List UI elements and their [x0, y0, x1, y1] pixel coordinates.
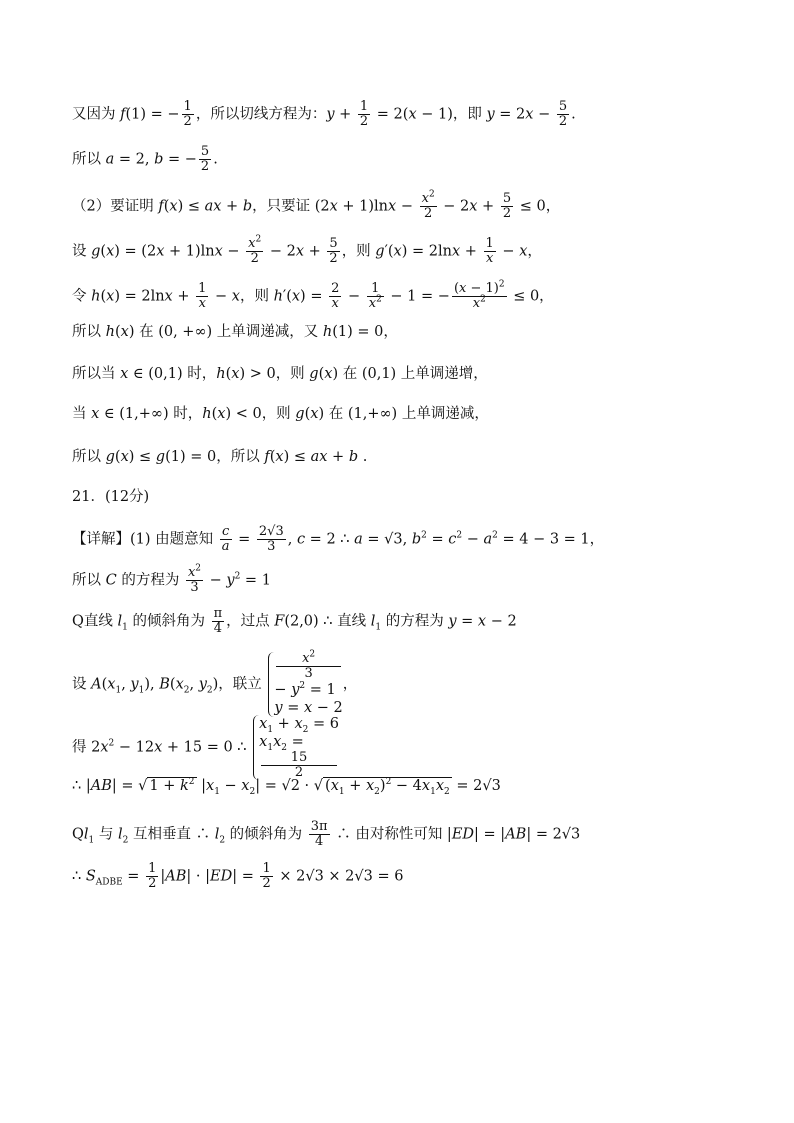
line-define-g: 设 g(x) = (2x + 1)lnx − $\frac{x^2}{2}$ − 2x + $\frac{5}{2}$ ，则 g′(x) = 2lnx + $\frac{1}{x}$ − x， — [72, 234, 542, 266]
line-system: 设 $A(x_1$, $y_1$), $B(x_2$, $y_2$)，联立 $x^2$ 3 − $y^2 = 1$ y = x − 2 ， — [72, 649, 358, 716]
line-vieta: 得 $2x^2 - 12x + 15 = 0$ ∴ $x_1 + x_2 = 6$ $x_1x_2$ = 15 2 — [72, 716, 339, 780]
problem-21-heading: 21．(12分) — [72, 489, 150, 505]
line-detail-part1: 【详解】(1) 由题意知 $\frac{c}{a}$ = $\frac{2√3}{3}$ , c = 2 ∴ a = √3, $b^2 = c^2 - a^2 = 4 - 3 = 1$， — [72, 524, 605, 554]
line-h-decreasing: 所以 h(x) 在 (0, +∞) 上单调递减，又 h(1) = 0， — [72, 324, 398, 340]
line-chord-length: ∴ |AB| = √ $1 + k^2$ $|x_1 - x_2| = √2$ · √ $(x_1 + x_2)^2 - 4x_1x_2 = 2√3$ — [72, 777, 501, 797]
line-equation-c: 所以 C 的方程为 $\frac{x^2}{3}$ − $y^2 = 1$ — [72, 563, 271, 595]
line-g-decreasing: 当 x ∈ (1,+∞) 时，h(x) < 0，则 g(x) 在 (1,+∞) 上单调递减， — [72, 406, 489, 422]
line-conclusion-1: 所以 g(x) ≤ g(1) = 0，所以 f(x) ≤ ax + b . — [72, 449, 368, 465]
line-g-increasing: 所以当 x ∈ (0,1) 时，h(x) > 0，则 g(x) 在 (0,1) 上单调递增， — [72, 366, 488, 382]
line-a-b-values: 所以 a = 2, b = − $\frac{5}{2}$ . — [72, 144, 218, 174]
line-define-h: 令 h(x) = 2lnx + $\frac{1}{x}$ − x，则 h′(x) = $\frac{2}{x}$ − $\frac{1}{x^2}$ − 1 = − $\frac{(x - 1)^2}{x^2}$ ≤ 0， — [72, 279, 554, 311]
line-area: ∴ $S_{ADBE}$ = $\frac{1}{2}$ |AB| · |ED| = $\frac{1}{2}$ × 2√3 × 2√3 = 6 — [72, 861, 404, 891]
line-perpendicular: $Ql_1$ 与 $l_2$ 互相垂直 ∴ $l_2$ 的倾斜角为 $\frac{3\pi}{4}$ ∴ 由对称性可知 |ED| = |AB| = 2√3 — [72, 819, 581, 849]
line-tangent: 又因为 f(1) = − $\frac{1}{2}$ ，所以切线方程为：y + $\frac{1}{2}$ = 2(x − 1)，即 y = 2x − $\frac{5}{2}$ . — [72, 99, 576, 129]
line-part2-goal: （2）要证明 f(x) ≤ ax + b，只要证 (2x + 1)lnx − $\frac{x^2}{2}$ − 2x + $\frac{5}{2}$ ≤ 0， — [72, 189, 561, 221]
line-l1-equation: Q直线 $l_1$ 的倾斜角为 $\frac{\pi}{4}$ ，过点 F(2,0) ∴ 直线 $l_1$ 的方程为 y = x − 2 — [72, 606, 517, 636]
